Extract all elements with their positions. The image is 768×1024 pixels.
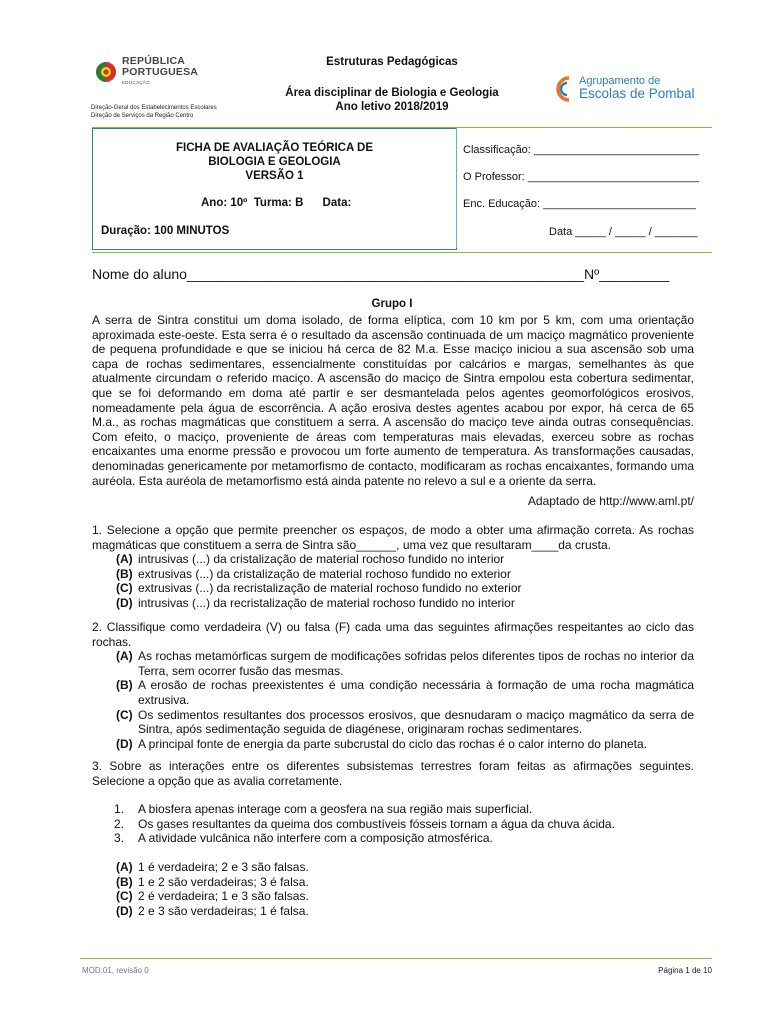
option-text: 1 é verdadeira; 2 e 3 são falsas. bbox=[138, 859, 309, 874]
footer-divider bbox=[80, 958, 712, 959]
q3-statement-3 bbox=[92, 831, 694, 846]
q1-option-b[interactable] bbox=[92, 567, 694, 582]
ficha-title-line1: FICHA DE AVALIAÇÃO TEÓRICA DE bbox=[176, 142, 373, 154]
option-letter: (B) bbox=[116, 678, 133, 693]
republica-portuguesa-logo bbox=[92, 56, 212, 96]
statement-number: 2. bbox=[114, 816, 125, 831]
ano-letivo: Ano letivo 2018/2019 bbox=[335, 101, 449, 113]
q2-statement-c[interactable] bbox=[92, 708, 694, 737]
option-text: 1 e 2 são verdadeiras; 3 é falsa. bbox=[138, 874, 309, 889]
q3-statement-2 bbox=[92, 817, 694, 832]
q2-statement-b[interactable] bbox=[92, 678, 694, 707]
question-3 bbox=[92, 759, 694, 918]
question-3-text: 3. Sobre as interações entre os diferentes subsistemas terrestres foram feitas as afirmações seguintes. Selecione a opção que as avalia corretamente. bbox=[92, 759, 694, 788]
school-emblem-icon bbox=[551, 74, 575, 104]
q3-option-a[interactable] bbox=[92, 860, 694, 875]
ficha-title-line2: BIOLOGIA E GEOLOGIA bbox=[208, 156, 341, 168]
option-letter: (A) bbox=[116, 859, 133, 874]
ano-turma-data: Ano: 10º Turma: B Data: bbox=[201, 197, 352, 209]
q3-option-d[interactable] bbox=[92, 904, 694, 919]
option-letter: (B) bbox=[116, 566, 133, 581]
area-disciplinar: Área disciplinar de Biologia e Geologia bbox=[285, 87, 499, 99]
grupo-title: Grupo I bbox=[371, 298, 413, 310]
q1-option-c[interactable] bbox=[92, 581, 694, 596]
q1-option-a[interactable] bbox=[92, 552, 694, 567]
statement-text: A atividade vulcânica não interfere com a composição atmosférica. bbox=[138, 831, 493, 846]
q3-statement-1 bbox=[92, 802, 694, 817]
option-text: extrusivas (...) da recristalização de material rochoso fundido no exterior bbox=[138, 581, 522, 596]
option-letter: (D) bbox=[116, 736, 133, 751]
text-paragraph bbox=[92, 313, 694, 488]
option-text: intrusivas (...) da cristalização de material rochoso fundido no interior bbox=[138, 552, 505, 567]
q1-option-d[interactable] bbox=[92, 596, 694, 611]
statement-number: 3. bbox=[114, 831, 125, 846]
footer-model: MOD.01, revisão 0 bbox=[82, 966, 149, 975]
classificacao-field[interactable]: Classificação: ___________________________ bbox=[463, 144, 700, 156]
data-field[interactable]: Data _____ / _____ / _______ bbox=[549, 226, 698, 238]
ficha-info-left bbox=[92, 128, 457, 250]
option-text: extrusivas (...) da cristalização de material rochoso fundido no exterior bbox=[138, 566, 511, 581]
question-2 bbox=[92, 620, 694, 751]
ficha-title-line3: VERSÃO 1 bbox=[245, 170, 304, 182]
option-text: intrusivas (...) da recristalização de material rochoso fundido no interior bbox=[138, 595, 515, 610]
enc-educacao-field[interactable]: Enc. Educação: _________________________ bbox=[463, 198, 697, 210]
ficha-header-box bbox=[92, 127, 712, 253]
option-text: A erosão de rochas preexistentes é uma condição necessária à formação de uma rocha magmática extrusiva. bbox=[138, 678, 694, 707]
paragraph-text: A serra de Sintra constitui um doma isolado, de forma elíptica, com 10 km por 5 km, com uma orientação aproximada este-oeste. Esta serra é o resultado da ascensão continuada de um maciço magmático proveniente de pequena profundidade e que se iniciou há cerca de 82 M.a. Esse maciço iniciou a sua ascensão sob uma capa de rochas sedimentares, essencialmente constituídas por calcários e margas, semelhantes às que atualmente circundam o referido maciço. A ascensão do maciço de Sintra empolou esta cobertura sedimentar, que se foi deformando em doma até partir e ser desmantelada pelos agentes geomorfológicos erosivos, nomeadamente pela água de escorrência. A ação erosiva destes agentes acabou por expor, há cerca de 65 M.a., as rochas magmáticas que constituem a serra. A ascensão do maciço teve ainda outras consequências. Com efeito, o maciço, proveniente de áreas com temperaturas mais elevadas, exerceu sobre as rochas encaixantes uma enorme pressão e provocou um forte aumento de temperatura. As transformações causadas, denominadas genericamente por metamorfismo de contacto, modificaram as rochas encaixantes, formando uma auréola. Esta auréola de metamorfismo está ainda patente no relevo a sul e a oriente da serra. bbox=[92, 313, 694, 488]
option-letter: (C) bbox=[116, 889, 133, 904]
direcao-servicos: Direção de Serviços da Região Centro bbox=[91, 113, 194, 119]
professor-field[interactable]: O Professor: ____________________________ bbox=[463, 171, 700, 183]
school-logo-line2: Escolas de Pombal bbox=[579, 86, 695, 101]
option-text: 2 é verdadeira; 1 e 3 são falsas. bbox=[138, 889, 309, 904]
republic-logo-line1: REPÚBLICA bbox=[122, 55, 186, 67]
q2-statement-d[interactable] bbox=[92, 737, 694, 752]
statement-text: Os gases resultantes da queima dos combustíveis fósseis tornam a água da chuva ácida. bbox=[138, 816, 615, 831]
ficha-info-right bbox=[456, 128, 713, 248]
question-2-text: 2. Classifique como verdadeira (V) ou falsa (F) cada uma das seguintes afirmações respeitantes ao ciclo das rochas. bbox=[92, 620, 694, 649]
option-text: 2 e 3 são verdadeiras; 1 é falsa. bbox=[138, 903, 309, 918]
option-letter: (C) bbox=[116, 581, 133, 596]
republic-logo-line2: PORTUGUESA bbox=[122, 66, 199, 78]
option-letter: (C) bbox=[116, 707, 133, 722]
option-text: As rochas metamórficas surgem de modificações sofridas pelos diferentes tipos de rochas no interior da Terra, sem ocorrer fusão das mesmas. bbox=[138, 649, 694, 678]
source-citation: Adaptado de http://www.aml.pt/ bbox=[527, 494, 694, 508]
q3-option-b[interactable] bbox=[92, 875, 694, 890]
statement-text: A biosfera apenas interage com a geosfera na sua região mais superficial. bbox=[138, 802, 533, 817]
ficha-title bbox=[93, 141, 456, 183]
option-letter: (A) bbox=[116, 552, 133, 567]
duracao: Duração: 100 MINUTOS bbox=[101, 225, 230, 237]
option-letter: (A) bbox=[116, 649, 133, 664]
statement-number: 1. bbox=[114, 802, 125, 817]
option-letter: (D) bbox=[116, 903, 133, 918]
estruturas-title: Estruturas Pedagógicas bbox=[326, 56, 458, 68]
option-letter: (B) bbox=[116, 874, 133, 889]
question-1-text: 1. Selecione a opção que permite preencher os espaços, de modo a obter uma afirmação correta. As rochas magmáticas que constituem a serra de Sintra são______, uma vez que resultaram____da crusta. bbox=[92, 523, 694, 552]
nome-aluno-field[interactable]: Nome do aluno___________________________________________________Nº_________ bbox=[92, 266, 670, 282]
republic-emblem-icon bbox=[92, 58, 120, 86]
question-1 bbox=[92, 523, 694, 611]
option-text: A principal fonte de energia da parte subcrustal do ciclo das rochas é o calor interno do planeta. bbox=[138, 736, 647, 751]
direcoes-block bbox=[91, 104, 217, 120]
option-text: Os sedimentos resultantes dos processos erosivos, que desnudaram o maciço magmático da serra de Sintra, após sedimentação seguida de diagénese, originaram rochas sedimentares. bbox=[138, 707, 694, 737]
q3-option-c[interactable] bbox=[92, 889, 694, 904]
option-letter: (D) bbox=[116, 595, 133, 610]
school-logo-line1: Agrupamento de bbox=[579, 75, 661, 87]
agrupamento-pombal-logo bbox=[551, 72, 701, 106]
q2-statement-a[interactable] bbox=[92, 649, 694, 678]
direcao-geral: Direção-Geral dos Estabelecimentos Escolares bbox=[91, 105, 217, 111]
republic-logo-sub: EDUCAÇÃO bbox=[122, 80, 150, 85]
footer-page-number: Página 1 de 10 bbox=[658, 966, 712, 975]
